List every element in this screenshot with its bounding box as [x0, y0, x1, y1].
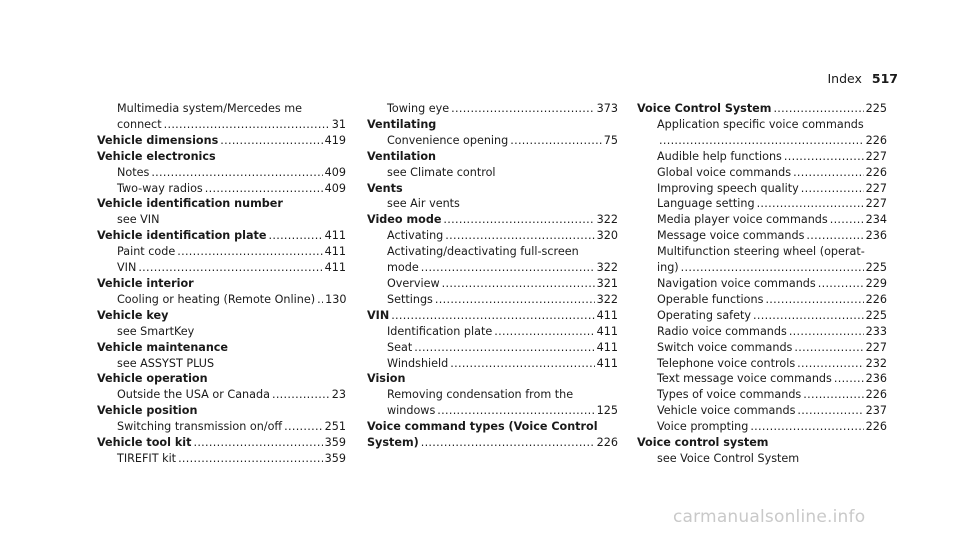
- index-entry-text: see VIN: [117, 213, 160, 227]
- index-entry: [97, 451, 346, 467]
- index-entry-text: TIREFIT kit: [117, 451, 177, 465]
- index-entry: [367, 371, 618, 387]
- index-entry-text: Multimedia system/Mercedes me: [117, 102, 303, 115]
- page-reference[interactable]: 233: [865, 324, 887, 338]
- dot-leader: [443, 212, 594, 228]
- page-reference[interactable]: 322: [596, 261, 618, 275]
- page-reference[interactable]: 411: [324, 245, 346, 259]
- index-entry: [637, 149, 887, 165]
- index-entry-text: see SmartKey: [117, 324, 195, 338]
- page-reference[interactable]: 411: [324, 229, 346, 243]
- index-entry: [97, 196, 346, 212]
- index-entry-text: VIN: [117, 261, 137, 275]
- index-entry: [367, 292, 618, 308]
- index-entry: [637, 356, 887, 372]
- page-reference[interactable]: 321: [596, 276, 618, 290]
- page-reference[interactable]: 226: [865, 388, 887, 402]
- index-entry-text: Voice prompting: [657, 420, 749, 434]
- index-entry: [97, 340, 346, 356]
- page-reference[interactable]: 225: [865, 261, 887, 275]
- dot-leader: [205, 181, 323, 197]
- index-entry: [97, 276, 346, 292]
- index-entry: [637, 340, 887, 356]
- index-entry: [367, 435, 618, 451]
- index-entry-text: Operable functions: [657, 292, 764, 306]
- page-reference[interactable]: 226: [865, 165, 887, 179]
- index-entry-text: Voice control system: [637, 436, 769, 450]
- index-entry: [97, 403, 346, 419]
- dot-leader: [421, 260, 595, 276]
- watermark: carmanualsonline.info: [673, 507, 866, 527]
- page-reference[interactable]: 31: [331, 117, 346, 131]
- page-reference[interactable]: 237: [865, 404, 887, 418]
- dot-leader: [193, 435, 322, 451]
- page-reference[interactable]: 226: [865, 420, 887, 434]
- dot-leader: [765, 292, 863, 308]
- index-entry: [97, 101, 346, 117]
- index-entry-text: see ASSYST PLUS: [117, 356, 215, 370]
- page-reference[interactable]: 227: [865, 181, 887, 195]
- page-reference[interactable]: 251: [324, 420, 346, 434]
- index-entry-text: Switch voice commands: [657, 340, 793, 354]
- index-entry-text: Vehicle electronics: [97, 149, 216, 163]
- index-entry-text: Vehicle dimensions: [97, 133, 219, 147]
- dot-leader: [178, 451, 323, 467]
- dot-leader: [272, 387, 330, 403]
- index-entry-text: Vehicle operation: [97, 372, 208, 386]
- dot-leader: [138, 260, 322, 276]
- index-entry-text: windows: [387, 404, 436, 418]
- index-entry: [637, 133, 887, 149]
- index-entry-text: Seat: [387, 340, 413, 354]
- index-entry: [97, 435, 346, 451]
- index-entry: [637, 165, 887, 181]
- page-reference[interactable]: 227: [865, 340, 887, 354]
- index-entry: [97, 308, 346, 324]
- dot-leader: [437, 403, 594, 419]
- index-entry-text: Message voice commands: [657, 229, 805, 243]
- index-entry: [637, 260, 887, 276]
- page-reference[interactable]: 411: [596, 324, 618, 338]
- index-entry-text: Vehicle identification number: [97, 197, 283, 211]
- index-entry: [637, 387, 887, 403]
- index-entry-text: Vehicle key: [97, 308, 169, 322]
- dot-leader: [451, 101, 594, 117]
- dot-leader: [681, 260, 864, 276]
- page-reference[interactable]: 359: [324, 436, 346, 450]
- index-entry-text: Text message voice commands: [657, 372, 832, 386]
- page-reference[interactable]: 232: [865, 356, 887, 370]
- index-entry: [637, 117, 887, 133]
- index-entry-text: see Voice Control System: [657, 451, 800, 465]
- page-reference[interactable]: 409: [324, 181, 346, 195]
- index-entry: [367, 324, 618, 340]
- index-entry: [97, 165, 346, 181]
- page-reference[interactable]: 373: [596, 102, 618, 115]
- index-entry: [637, 181, 887, 197]
- page-reference[interactable]: 322: [596, 213, 618, 227]
- index-entry: [97, 117, 346, 133]
- index-entry: [367, 149, 618, 165]
- index-entry-text: Vehicle interior: [97, 276, 194, 290]
- dot-leader: [510, 133, 602, 149]
- index-entry: [97, 356, 346, 372]
- page-reference[interactable]: 75: [603, 133, 618, 147]
- index-entry-text: Two-way radios: [117, 181, 203, 195]
- index-entry: [637, 403, 887, 419]
- index-entry: [367, 276, 618, 292]
- index-column-1: [97, 101, 346, 467]
- index-entry: [97, 228, 346, 244]
- dot-leader: [494, 324, 594, 340]
- index-entry: [637, 276, 887, 292]
- page-reference[interactable]: 359: [324, 451, 346, 465]
- dot-leader: [797, 403, 863, 419]
- index-entry: [367, 260, 618, 276]
- index-entry-text: connect: [117, 117, 162, 131]
- page-reference[interactable]: 225: [865, 308, 887, 322]
- index-entry-text: see Climate control: [387, 165, 496, 179]
- dot-leader: [317, 292, 323, 308]
- dot-leader: [414, 340, 594, 356]
- index-entry: [637, 324, 887, 340]
- index-entry-text: Overview: [387, 276, 440, 290]
- index-entry: [97, 212, 346, 228]
- index-entry-text: VIN: [367, 308, 390, 322]
- index-entry-text: System): [367, 436, 419, 450]
- page-reference[interactable]: 226: [865, 292, 887, 306]
- index-entry-text: Notes: [117, 165, 150, 179]
- index-entry-text: Voice command types (Voice Control: [367, 420, 598, 434]
- index-column-2: [367, 101, 618, 451]
- index-entry: [637, 212, 887, 228]
- dot-leader: [794, 340, 863, 356]
- index-entry: [97, 133, 346, 149]
- page-reference[interactable]: 409: [324, 165, 346, 179]
- dot-leader: [269, 228, 323, 244]
- index-entry: [367, 356, 618, 372]
- index-entry-text: Vehicle maintenance: [97, 340, 229, 354]
- page-reference[interactable]: 227: [865, 197, 887, 211]
- index-entry-text: Ventilating: [367, 117, 437, 131]
- index-entry: [97, 260, 346, 276]
- page-reference[interactable]: 229: [865, 276, 887, 290]
- index-entry-text: Removing condensation from the: [387, 388, 574, 402]
- index-entry: [97, 181, 346, 197]
- index-entry-text: Settings: [387, 292, 433, 306]
- index-entry-text: Convenience opening: [387, 133, 509, 147]
- header-title: Index: [827, 71, 862, 86]
- index-entry-text: Vehicle identification plate: [97, 229, 267, 243]
- index-entry: [637, 228, 887, 244]
- index-entry: [367, 308, 618, 324]
- dot-leader: [773, 101, 863, 117]
- index-entry: [97, 244, 346, 260]
- dot-leader: [801, 181, 864, 197]
- index-entry: [637, 196, 887, 212]
- index-entry: [97, 387, 346, 403]
- page-number: 517: [871, 71, 898, 86]
- index-entry: [637, 292, 887, 308]
- dot-leader: [793, 165, 864, 181]
- index-entry-text: Windshield: [387, 356, 449, 370]
- page-header: [827, 71, 898, 86]
- page-reference[interactable]: 411: [596, 340, 618, 354]
- index-entry-text: Identification plate: [387, 324, 493, 338]
- page-reference[interactable]: 320: [596, 229, 618, 243]
- index-entry: [367, 403, 618, 419]
- index-entry-text: Cooling or heating (Remote Online): [117, 292, 316, 306]
- index-entry-text: Paint code: [117, 245, 176, 259]
- page-reference[interactable]: 322: [596, 292, 618, 306]
- index-entry-text: Radio voice commands: [657, 324, 787, 338]
- index-entry-text: Video mode: [367, 213, 442, 227]
- index-entry-text: Ventilation: [367, 149, 436, 163]
- dot-leader: [834, 371, 864, 387]
- index-entry-text: Improving speech quality: [657, 181, 799, 195]
- index-entry: [367, 340, 618, 356]
- index-entry: [97, 292, 346, 308]
- page-reference[interactable]: 411: [324, 261, 346, 275]
- index-entry-text: Voice Control System: [637, 102, 772, 115]
- index-entry-text: Towing eye: [387, 102, 450, 115]
- index-entry: [637, 435, 887, 451]
- index-entry-text: Application specific voice commands: [657, 117, 864, 131]
- index-entry: [367, 419, 618, 435]
- index-entry: [367, 165, 618, 181]
- index-entry-text: Vehicle tool kit: [97, 436, 192, 450]
- index-entry: [637, 419, 887, 435]
- index-entry-text: mode: [387, 261, 419, 275]
- index-entry: [637, 308, 887, 324]
- page-reference[interactable]: 226: [865, 133, 887, 147]
- dot-leader: [421, 435, 595, 451]
- index-entry-text: Types of voice commands: [657, 388, 802, 402]
- index-entry-text: Navigation voice commands: [657, 276, 816, 290]
- dot-leader: [806, 228, 863, 244]
- page-reference[interactable]: 225: [865, 102, 887, 115]
- dot-leader: [830, 212, 864, 228]
- index-entry-text: Switching transmission on/off: [117, 420, 283, 434]
- index-entry: [367, 117, 618, 133]
- dot-leader: [284, 419, 323, 435]
- index-entry: [637, 371, 887, 387]
- dot-leader: [784, 149, 864, 165]
- dot-leader: [435, 292, 595, 308]
- index-entry: [97, 149, 346, 165]
- dot-leader: [391, 308, 594, 324]
- index-entry: [637, 101, 887, 117]
- index-entry: [97, 324, 346, 340]
- index-entry-text: Audible help functions: [657, 149, 782, 163]
- dot-leader: [177, 244, 322, 260]
- index-entry-text: ing): [657, 261, 679, 275]
- index-entry-text: Telephone voice controls: [657, 356, 796, 370]
- index-entry: [367, 244, 618, 260]
- page-reference[interactable]: 411: [596, 356, 618, 370]
- dot-leader: [753, 308, 864, 324]
- dot-leader: [450, 356, 594, 372]
- dot-leader: [750, 419, 863, 435]
- index-entry: [637, 244, 887, 260]
- index-entry-text: see Air vents: [387, 197, 460, 211]
- dot-leader: [442, 276, 595, 292]
- page-reference[interactable]: 130: [325, 292, 347, 306]
- dot-leader: [757, 196, 864, 212]
- dot-leader: [659, 133, 864, 149]
- dot-leader: [797, 356, 863, 372]
- index-entry: [367, 387, 618, 403]
- dot-leader: [789, 324, 864, 340]
- index-entry: [367, 181, 618, 197]
- page-reference[interactable]: 234: [865, 213, 887, 227]
- index-entry-text: Multifunction steering wheel (operat-: [657, 245, 865, 259]
- index-entry-text: Language setting: [657, 197, 755, 211]
- dot-leader: [151, 165, 322, 181]
- index-entry-text: Vehicle voice commands: [657, 404, 796, 418]
- index-entry-text: Vents: [367, 181, 403, 195]
- page-reference[interactable]: 236: [865, 229, 887, 243]
- index-entry: [367, 212, 618, 228]
- index-entry-text: Activating/deactivating full-screen: [387, 245, 579, 259]
- index-entry-text: Outside the USA or Canada: [117, 388, 270, 402]
- dot-leader: [164, 117, 330, 133]
- index-entry: [97, 419, 346, 435]
- page-reference[interactable]: 23: [331, 388, 346, 402]
- dot-leader: [445, 228, 594, 244]
- page-reference[interactable]: 419: [324, 133, 346, 147]
- index-column-3: [637, 101, 887, 467]
- index-entry: [367, 196, 618, 212]
- page-reference[interactable]: 236: [865, 372, 887, 386]
- index-entry: [367, 133, 618, 149]
- index-entry: [637, 451, 887, 467]
- index-entry: [367, 228, 618, 244]
- page-reference[interactable]: 226: [596, 436, 618, 450]
- index-entry-text: Vehicle position: [97, 404, 198, 418]
- dot-leader: [220, 133, 322, 149]
- page-reference[interactable]: 125: [596, 404, 618, 418]
- dot-leader: [803, 387, 863, 403]
- index-entry-text: Global voice commands: [657, 165, 792, 179]
- index-entry: [367, 101, 618, 117]
- index-entry-text: Media player voice commands: [657, 213, 828, 227]
- index-entry-text: Operating safety: [657, 308, 752, 322]
- index-entry-text: Vision: [367, 372, 406, 386]
- page-reference[interactable]: 227: [865, 149, 887, 163]
- index-entry: [97, 371, 346, 387]
- page-reference[interactable]: 411: [596, 308, 618, 322]
- index-entry-text: Activating: [387, 229, 444, 243]
- dot-leader: [818, 276, 864, 292]
